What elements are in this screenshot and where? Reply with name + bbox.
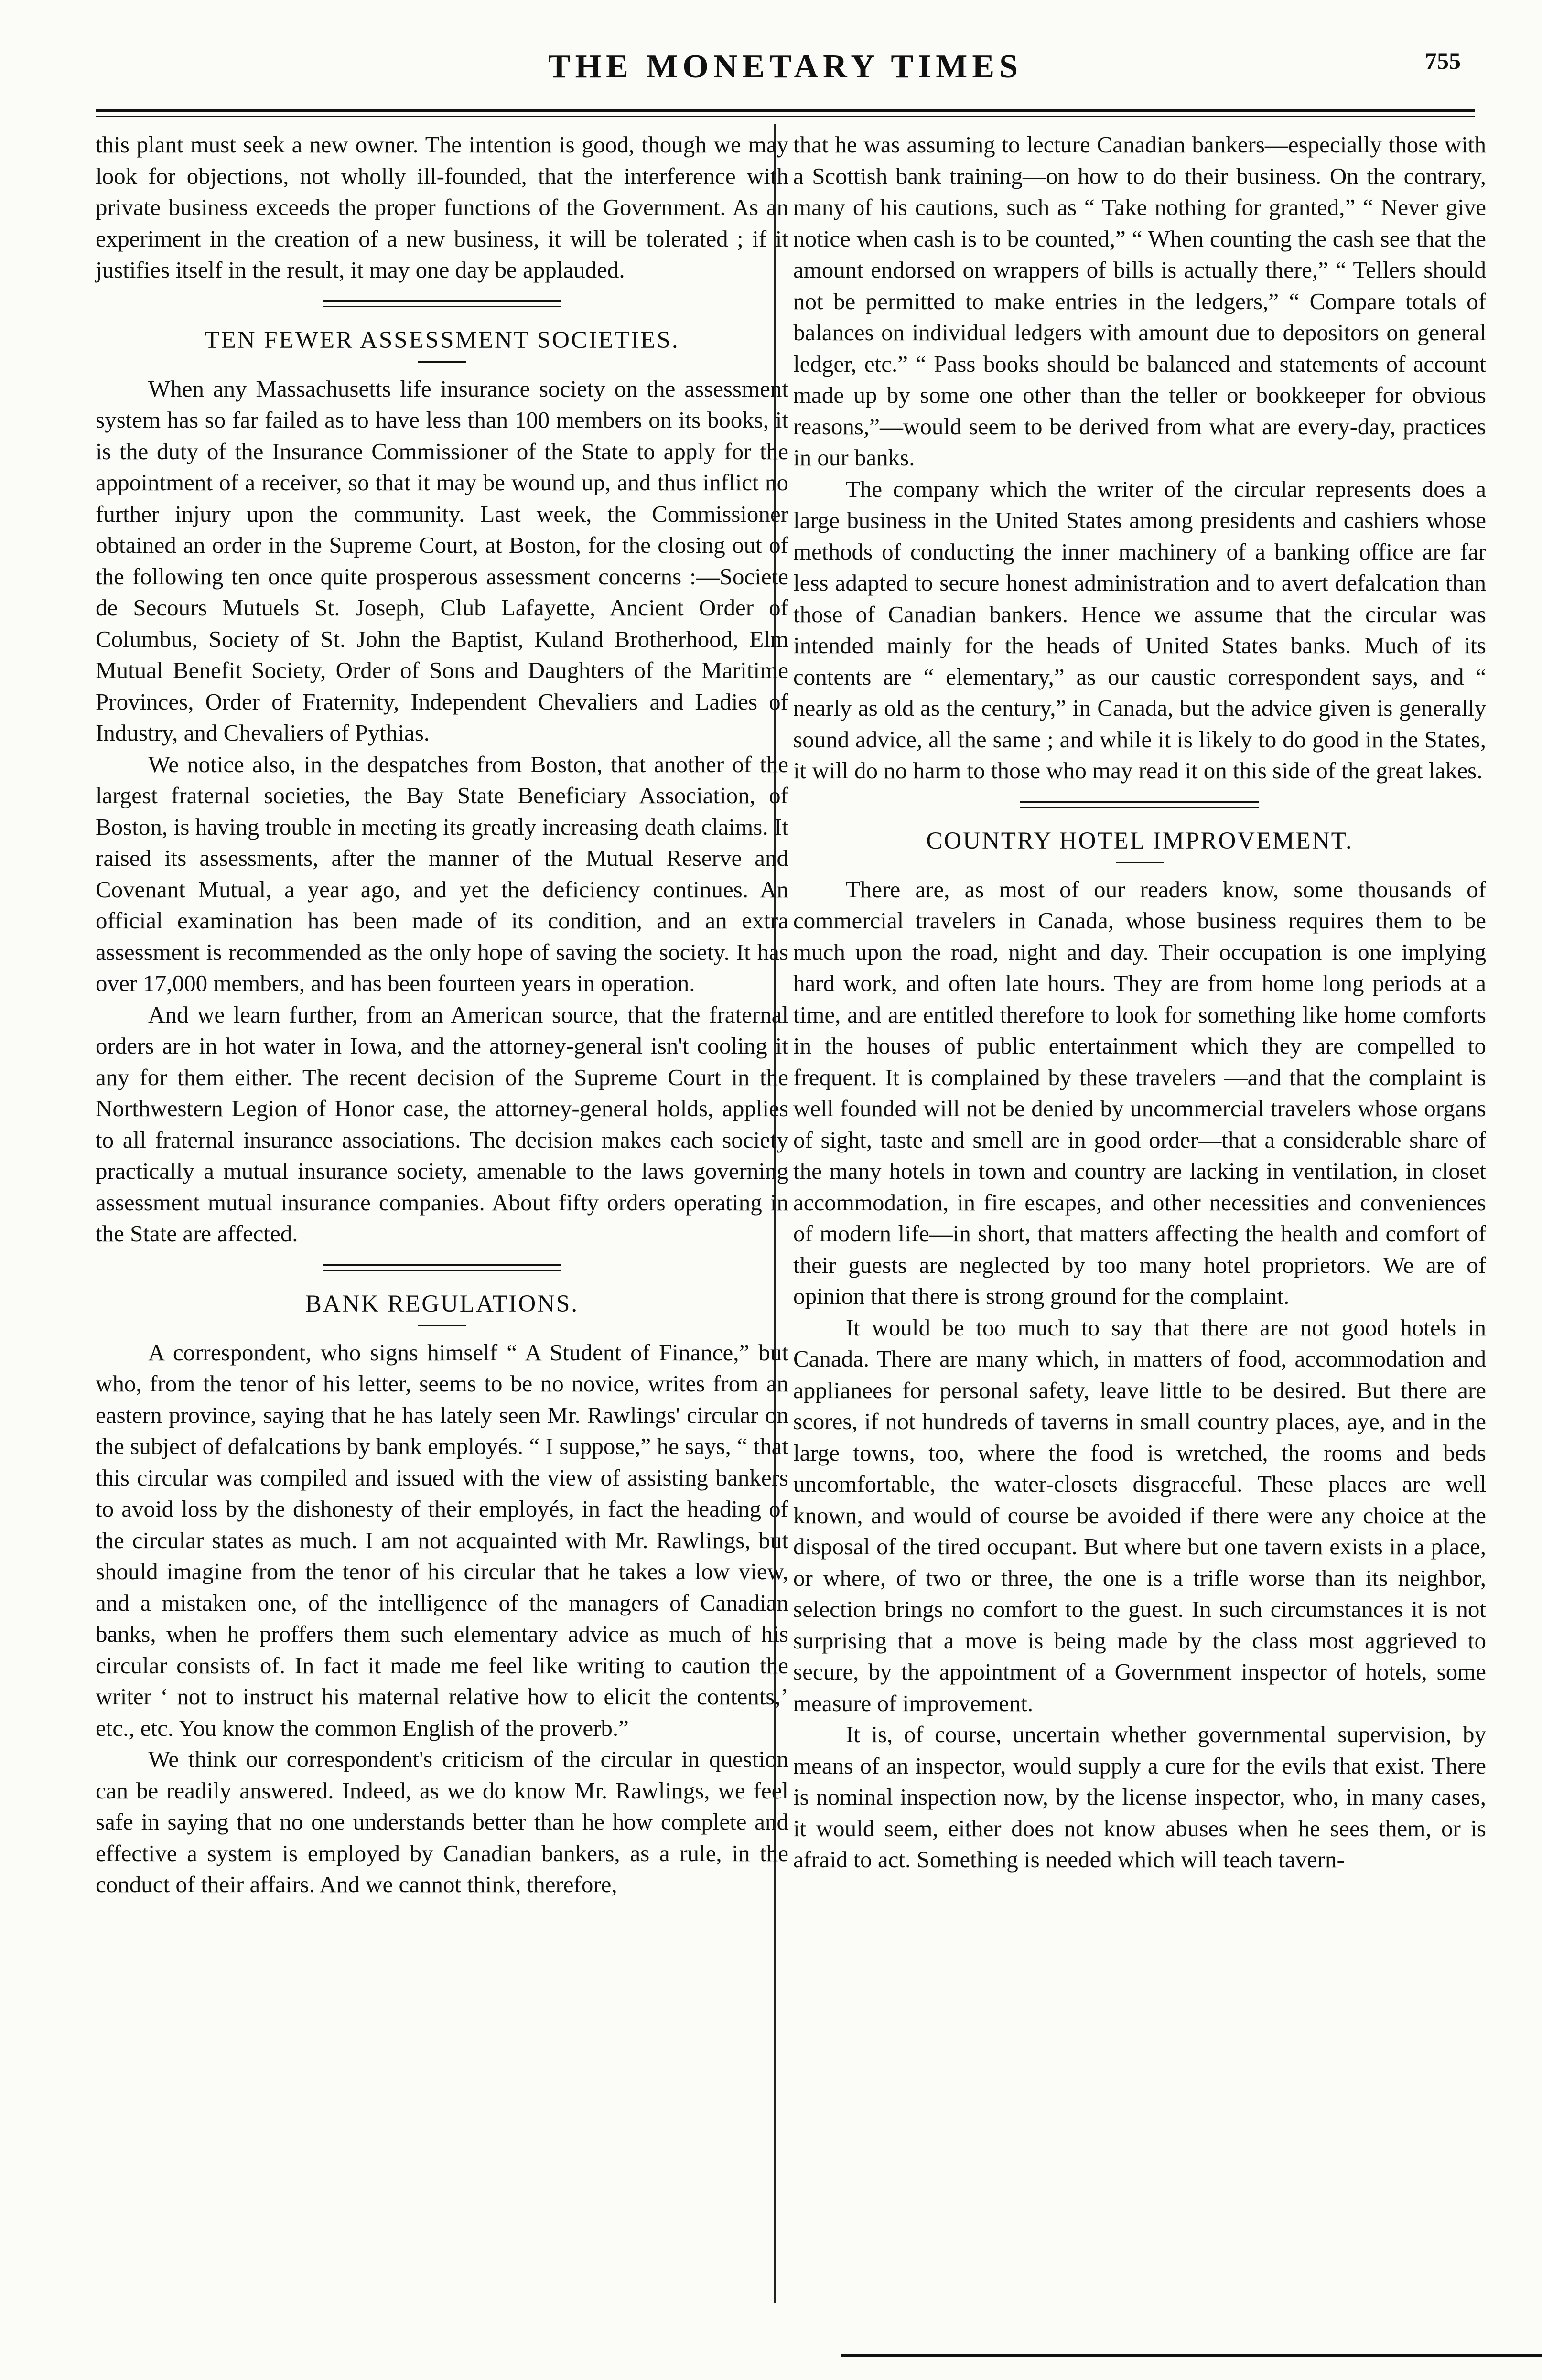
section-heading-assessment-societies: TEN FEWER ASSESSMENT SOCIETIES. — [205, 326, 679, 354]
paragraph: that he was assuming to lecture Canadian bankers—especially those with a Scottish bank training—on how to do their business. On the contrary, many of his cautions, such as “ Take nothing for granted,” “ Never give notice when cash is to be counted,” “ When counting the cash see that the amount endorsed on wrappers of bills is actually there,” “ Tellers should not be permitted to make entries in the ledgers,” “ Compare totals of balances on individual ledgers with amount due to depositors on general ledger, etc.” “ Pass books should be balanced and statements of account made up by some one other than the teller or bookkeeper for obvious reasons,”—would seem to be derived from what are every-day, practices in our banks. — [793, 131, 1486, 471]
paragraph: We notice also, in the despatches from Boston, that another of the largest fraternal societies, the Bay State Beneficiary Association, of Boston, is having trouble in meeting its greatly increasing death claims. It raised its assessments, after the manner of the Mutual Reserve and Covenant Mutual, a year ago, and yet the deficiency continues. An official examination has been made of its condition, and an extra assessment is recommended as the only hope of saving the society. It has over 17,000 members, and has been fourteen years in operation. — [96, 751, 788, 996]
paragraph: And we learn further, from an American source, that the fraternal orders are in hot water in Iowa, and the attorney-general isn't cooling it any for them either. The recent decision of the Supreme Court in the Northwestern Legion of Honor case, the attorney-general holds, applies to all fraternal insurance associations. The decision makes each society practically a mutual insurance society, amenable to the laws governing assessment mutual insurance companies. About fifty orders operating in the State are affected. — [96, 1001, 788, 1247]
heading-underline — [1116, 862, 1164, 863]
section-heading-bank-regulations: BANK REGULATIONS. — [305, 1290, 579, 1317]
paragraph: It is, of course, uncertain whether governmental supervision, by means of an inspector, would supply a cure for the evils that exist. There is nominal inspection now, by the license inspector, who, in many cases, it would seem, either does not know abuses when he sees them, or is afraid to act. Something is needed which will teach tavern- — [793, 1721, 1486, 1873]
section-divider — [323, 1264, 561, 1271]
section-heading-country-hotel: COUNTRY HOTEL IMPROVEMENT. — [926, 827, 1353, 854]
paragraph: It would be too much to say that there are not good hotels in Canada. There are many which, in matters of food, accommodation and applianees for personal safety, leave little to be desired. But there are scores, if not hundreds of taverns in small country places, aye, and in the large towns, too, where the food is wretched, the rooms and beds uncomfortable, the water-closets disgraceful. These places are well known, and would of course be avoided if there were any choice at the disposal of the tired occupant. But where but one tavern exists in a place, or where, of two or three, the one is a trifle worse than its neighbor, selection brings no comfort to the guest. In such circumstances it is not surprising that a move is being made by the class most aggrieved to secure, by the appointment of a Government inspector of hotels, some measure of improvement. — [793, 1314, 1486, 1716]
paragraph: The company which the writer of the circular represents does a large business in the United States among presidents and cashiers whose methods of conducting the inner machinery of a banking office are far less adapted to secure honest administration and to avert defalcation than those of Canadian bankers. Hence we assume that the circular was intended mainly for the heads of United States banks. Much of its contents are “ elementary,” as our caustic correspondent says, and “ nearly as old as the century,” in Canada, but the advice given is generally sound advice, all the same ; and while it is likely to do good in the States, it will do no harm to those who may read it on this side of the great lakes. — [793, 475, 1486, 784]
masthead-rule-thick — [96, 109, 1475, 112]
heading-underline — [418, 361, 466, 363]
page-number: 755 — [1425, 47, 1461, 74]
left-column — [96, 129, 788, 1900]
section-divider — [1020, 801, 1259, 808]
newspaper-title: THE MONETARY TIMES — [548, 48, 1023, 85]
right-column — [793, 129, 1486, 1875]
paragraph: When any Massachusetts life insurance society on the assessment system has so far failed as to have less than 100 members on its books, it is the duty of the Insurance Commissioner of the State to apply for the appointment of a receiver, so that it may be wound up, and thus inflict no further injury upon the community. Last week, the Commissioner obtained an order in the Supreme Court, at Boston, for the closing out of the following ten once quite prosperous assessment concerns :—Societe de Secours Mutuels St. Joseph, Club Lafayette, Ancient Order of Columbus, Society of St. John the Baptist, Kuland Brotherhood, Elm Mutual Benefit Society, Order of Sons and Daughters of the Maritime Provinces, Order of Fraternity, Independent Chevaliers and Ladies of Industry, and Chevaliers of Pythias. — [96, 375, 788, 746]
intro-paragraph: this plant must seek a new owner. The intention is good, though we may look for objections, not wholly ill-founded, that the interference with private business exceeds the proper functions of the Government. As an experiment in the creation of a new business, it will be tolerated ; if it justifies itself in the result, it may one day be applauded. — [96, 131, 788, 283]
heading-underline — [418, 1325, 466, 1326]
paragraph: There are, as most of our readers know, some thousands of commercial travelers in Canada, whose business requires them to be much upon the road, night and day. Their occupation is one implying hard work, and often late hours. They are from home long periods at a time, and are entitled therefore to look for something like home comforts in the houses of public entertainment which they are compelled to frequent. It is complained by these travelers —and that the complaint is well founded will not be denied by uncommercial travelers whose organs of sight, taste and smell are in good order—that a considerable share of the many hotels in town and country are lacking in ventilation, in closet accommodation, in fire escapes, and other necessities and conveniences of modern life—in short, that matters affecting the health and comfort of their guests are neglected by too many hotel proprietors. We are of opinion that there is strong ground for the complaint. — [793, 876, 1486, 1309]
paragraph: A correspondent, who signs himself “ A Student of Finance,” but who, from the tenor of his letter, seems to be no novice, writes from an eastern province, saying that he has lately seen Mr. Rawlings' circular on the subject of defalcations by bank employés. “ I suppose,” he says, “ that this circular was compiled and issued with the view of assisting bankers to avoid loss by the dishonesty of their employés, in fact the heading of the circular states as much. I am not acquainted with Mr. Rawlings, but should imagine from the tenor of his circular that he takes a low view, and a mistaken one, of the intelligence of the managers of Canadian banks, when he proffers them such elementary advice as much of his circular consists of. In fact it made me feel like writing to caution the writer ‘ not to instruct his maternal relative how to elicit the contents,’ etc., etc. You know the common English of the proverb.” — [96, 1339, 788, 1741]
paragraph: We think our correspondent's criticism of the circular in question can be readily answered. Indeed, as we do know Mr. Rawlings, we feel safe in saying that no one understands better than he how complete and effective a system is employed by Canadian bankers, as a rule, in the conduct of their affairs. And we cannot think, therefore, — [96, 1746, 788, 1897]
page-bottom-rule — [841, 2354, 1542, 2357]
masthead-rule-thin — [96, 116, 1475, 117]
section-divider — [323, 300, 561, 307]
masthead — [96, 33, 1475, 105]
